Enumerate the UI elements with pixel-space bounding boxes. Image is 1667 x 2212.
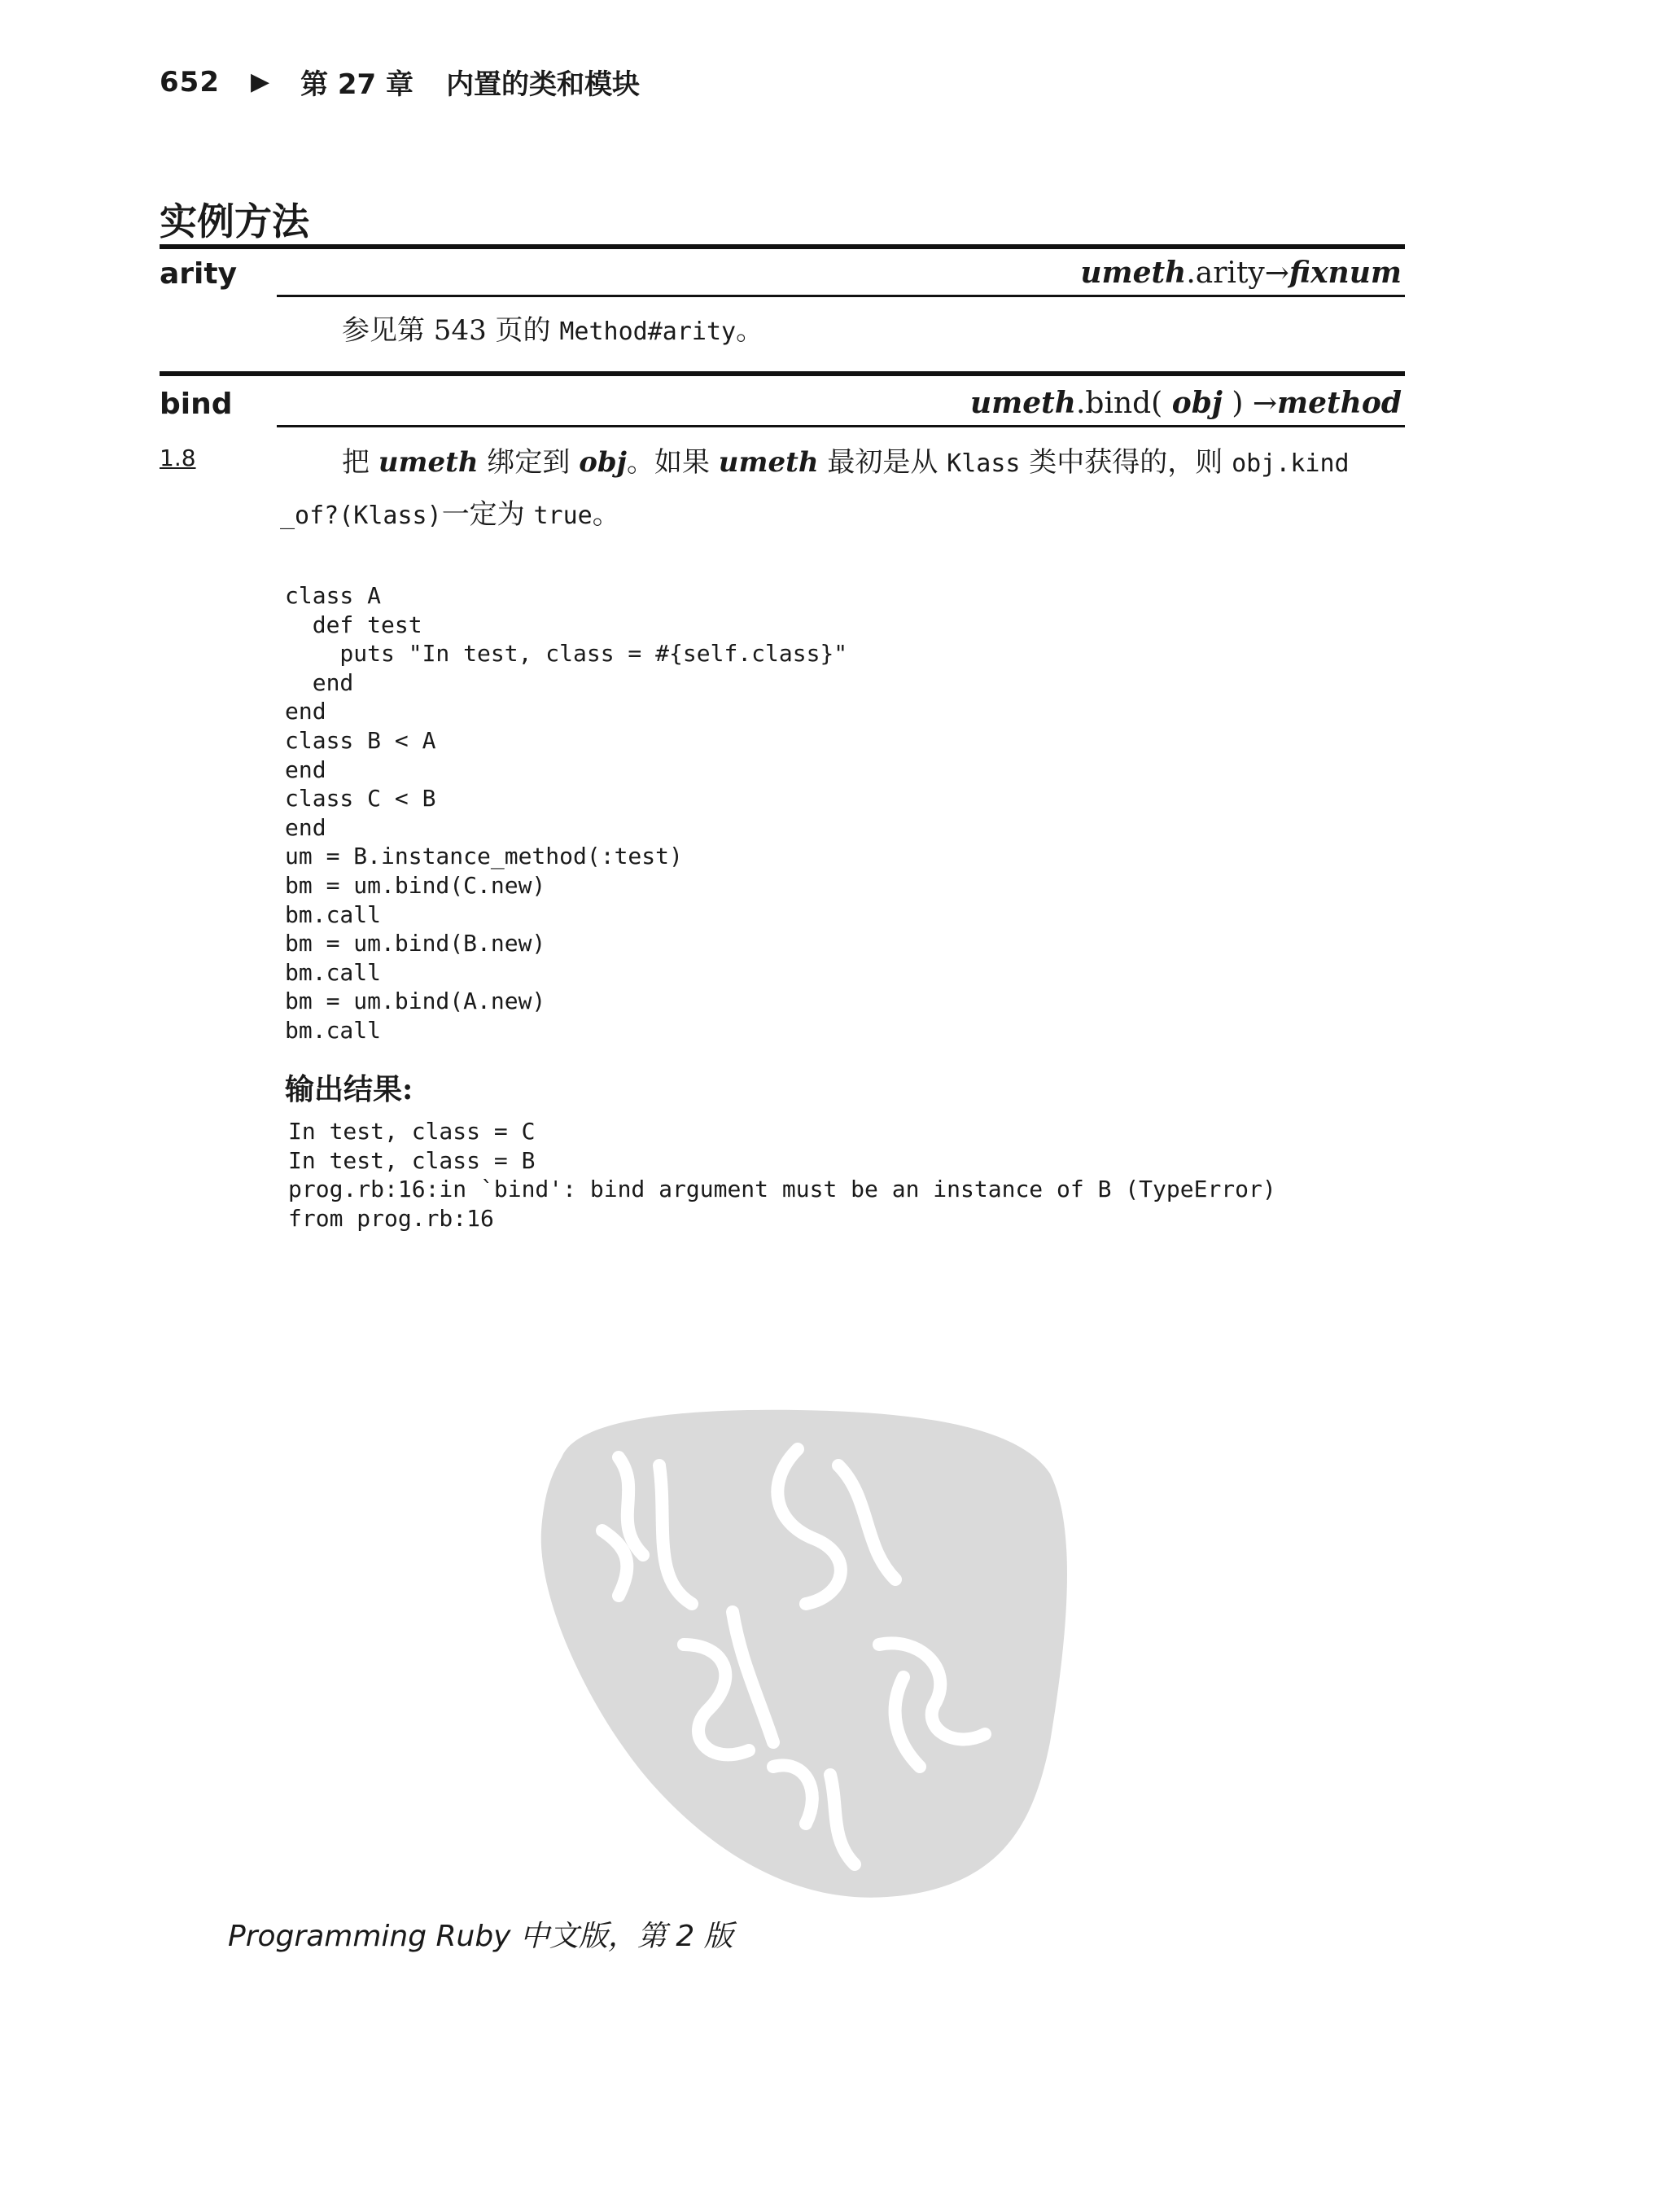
output-line: from prog.rb:16 (288, 1204, 494, 1232)
code-line: bm.call (285, 1016, 382, 1044)
code-line: um = B.instance_method(:test) (285, 843, 683, 870)
sig-receiver: umeth (969, 386, 1076, 420)
desc-code: obj.kind (1232, 449, 1350, 478)
desc-umeth: umeth (718, 446, 819, 479)
section-title: 实例方法 (160, 199, 309, 243)
sig-receiver: umeth (1080, 256, 1187, 290)
code-line: end (285, 756, 326, 783)
sig-close: ) (1222, 387, 1244, 420)
method-name-arity: arity (160, 257, 238, 291)
sig-arg: obj (1171, 386, 1223, 420)
sig-arrow: → (1243, 387, 1278, 420)
signature-rule (277, 425, 1405, 427)
chapter-label: 第 27 章 (300, 68, 414, 101)
code-line: end (285, 668, 354, 696)
section-rule (160, 244, 1405, 249)
desc-umeth: umeth (378, 446, 479, 479)
arrow-icon: ▶ (250, 68, 270, 96)
method-rule (160, 371, 1405, 376)
code-output (288, 1117, 1276, 1233)
desc-text: 最初是从 (818, 446, 947, 479)
description-arity (342, 313, 763, 348)
code-line: def test (285, 611, 422, 638)
sig-call: .bind( (1075, 387, 1172, 420)
code-line: class B < A (285, 726, 436, 754)
code-line: bm = um.bind(A.new) (285, 988, 546, 1015)
code-line: bm = um.bind(B.new) (285, 930, 546, 957)
footer-title: Programming Ruby 中文版，第 2 版 (228, 1920, 733, 1953)
desc-text: 。 (592, 498, 620, 531)
output-line: In test, class = C (288, 1118, 536, 1145)
sig-call: .arity (1186, 256, 1265, 290)
signature-bind (970, 386, 1402, 420)
code-line: end (285, 813, 326, 841)
desc-code: _of?(Klass) (280, 502, 442, 530)
description-bind-line1 (342, 445, 1350, 480)
desc-obj: obj (579, 446, 627, 479)
running-header (160, 62, 640, 102)
page-number: 652 (160, 65, 220, 99)
code-line: class C < B (285, 785, 436, 813)
desc-text: 参见第 543 页的 (342, 314, 560, 347)
code-line: bm.call (285, 900, 382, 928)
sig-arrow: → (1264, 256, 1289, 290)
desc-text: 类中获得的，则 (1020, 446, 1232, 479)
desc-klass: Klass (947, 449, 1021, 478)
desc-text: 把 (342, 446, 378, 479)
chapter-topic: 内置的类和模块 (446, 68, 641, 101)
signature-rule (277, 295, 1405, 297)
desc-true: true (533, 502, 593, 530)
signature-arity (1080, 256, 1402, 290)
version-note: 1.8 (160, 445, 196, 471)
output-label: 输出结果: (285, 1072, 413, 1106)
sig-returns: method (1277, 386, 1402, 420)
desc-text: 一定为 (441, 498, 534, 531)
desc-text: 绑定到 (478, 446, 580, 479)
seal-watermark (529, 1400, 1083, 1905)
sig-returns: fixnum (1289, 256, 1402, 290)
description-bind-line2 (280, 497, 620, 532)
code-line: end (285, 698, 326, 725)
code-line: bm.call (285, 958, 382, 986)
code-line: puts "In test, class = #{self.class}" (285, 640, 848, 668)
method-name-bind: bind (160, 388, 233, 421)
code-line: bm = um.bind(C.new) (285, 871, 546, 899)
code-line: class A (285, 582, 382, 609)
output-line: In test, class = B (288, 1146, 536, 1174)
desc-code: Method#arity (559, 318, 737, 346)
output-line: prog.rb:16:in `bind': bind argument must be an instance of B (TypeError) (288, 1176, 1276, 1203)
desc-text-end: 。 (736, 314, 764, 347)
code-example (285, 581, 847, 1045)
desc-text: 。如果 (626, 446, 719, 479)
